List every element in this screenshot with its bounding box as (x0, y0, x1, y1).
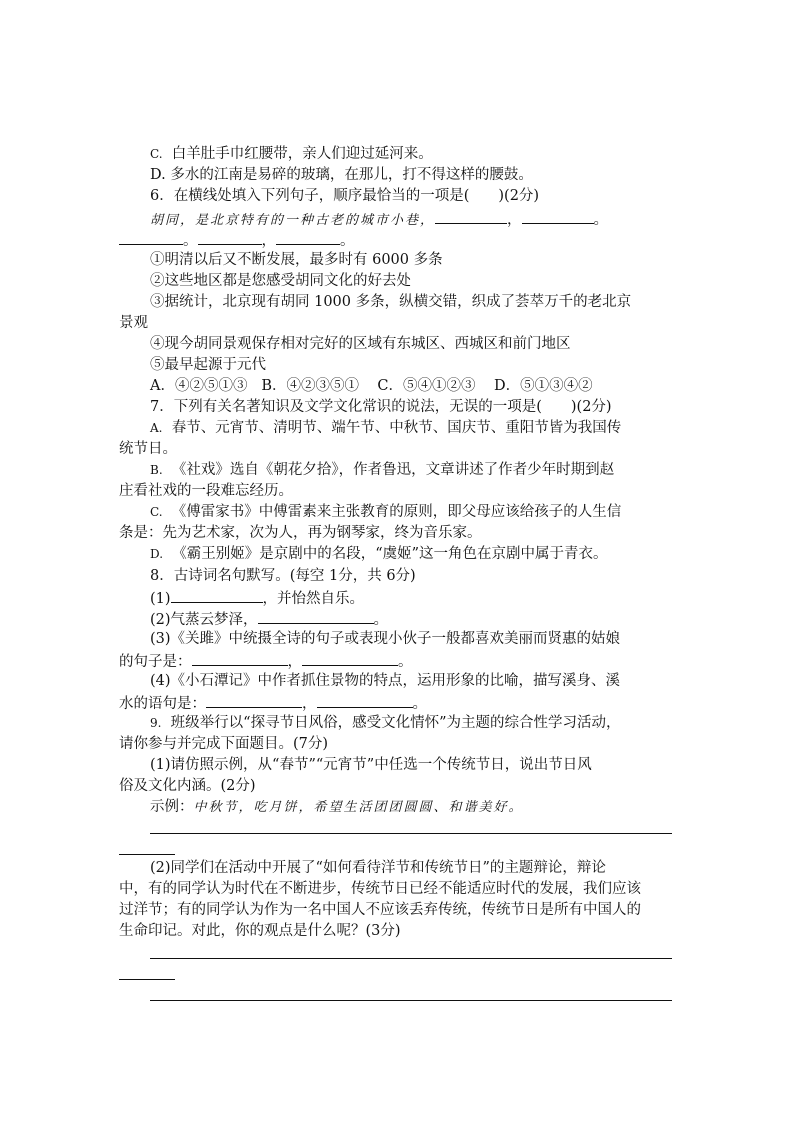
answer-line[interactable] (150, 958, 672, 959)
q6-item-3-cont: 景观 (119, 315, 148, 331)
q7-option-a (150, 418, 621, 439)
option-label: D. (150, 167, 166, 183)
q6-item-2: ②这些地区都是您感受胡同文化的好去处 (150, 273, 411, 289)
punctuation: ， (302, 696, 317, 712)
q7-stem: 7．下列有关名著知识及文学文化常识的说法，无误的一项是( )(2分) (150, 399, 612, 415)
q7-option-d (150, 544, 608, 565)
punctuation: 。 (398, 654, 413, 670)
stem-text: 班级举行以“探寻节日风俗，感受文化情怀”为主题的综合性学习活动， (170, 715, 621, 731)
answer-blank[interactable] (258, 608, 374, 624)
q5-option-c (150, 144, 433, 165)
option-text: 《霸王别姬》是京剧中的名段，“虞姬”这一角色在京剧中属于青衣。 (172, 546, 608, 562)
q9-example (150, 797, 524, 818)
q7-option-a-cont: 统节日。 (119, 441, 177, 457)
q7-option-b (150, 460, 614, 481)
option-text: 白羊肚手巾红腰带，亲人们迎过延河来。 (171, 146, 433, 162)
q6-choices (150, 376, 593, 397)
answer-line[interactable] (119, 854, 175, 855)
q6-passage-line-2 (119, 229, 355, 250)
q9-part1-cont: 俗及文化内涵。(2分) (119, 778, 256, 794)
line-text: (2)气蒸云梦泽， (150, 612, 258, 628)
q9-stem (150, 713, 621, 734)
q7-option-b-cont: 庄看社戏的一段难忘经历。 (119, 483, 293, 499)
punctuation: 。 (412, 696, 427, 712)
example-text: 中秋节，吃月饼，希望生活团团圆圆、和谐美好。 (193, 800, 524, 815)
q6-choice-a[interactable]: A．④②⑤①③ (150, 378, 248, 394)
q9-part2: (2)同学们在活动中开展了“如何看待洋节和传统节日”的主题辩论，辩论 (150, 860, 606, 876)
q6-passage-line-1 (150, 208, 608, 229)
punctuation: ， (261, 233, 276, 249)
answer-blank[interactable] (206, 692, 302, 708)
q6-choice-b[interactable]: B．④②③⑤① (261, 378, 359, 394)
answer-blank[interactable] (522, 208, 594, 224)
q7-option-c (150, 502, 621, 523)
answer-blank[interactable] (276, 229, 340, 245)
q8-line-4: (4)《小石潭记》中作者抓住景物的特点，运用形象的比喻，描写溪身、溪 (150, 673, 621, 689)
option-label: C. (150, 147, 163, 161)
q6-choice-c[interactable]: C．⑤④①②③ (377, 378, 476, 394)
option-text: 《傅雷家书》中傅雷素来主张教育的原则，即父母应该给孩子的人生信 (171, 504, 622, 520)
sub-number: (1) (150, 591, 171, 607)
q8-line-4-cont (119, 692, 427, 713)
q6-item-3: ③据统计，北京现有胡同 1000 多条，纵横交错，织成了荟萃万千的老北京 (150, 294, 632, 310)
q5-option-d (150, 165, 533, 186)
q6-choice-d[interactable]: D．⑤①③④② (493, 378, 593, 394)
option-text: 《社戏》选自《朝花夕拾》，作者鲁迅，文章讲述了作者少年时期到赵 (171, 462, 615, 478)
q9-part2-line-4: 生命印记。对此，你的观点是什么呢？(3分) (119, 923, 401, 939)
answer-line[interactable] (150, 1000, 672, 1001)
answer-blank[interactable] (192, 650, 288, 666)
answer-blank[interactable] (302, 650, 398, 666)
answer-blank[interactable] (171, 587, 263, 603)
punctuation: ， (287, 654, 302, 670)
answer-line[interactable] (119, 979, 175, 980)
punctuation: 。 (593, 212, 609, 228)
answer-blank[interactable] (119, 229, 183, 245)
answer-blank[interactable] (317, 692, 413, 708)
q7-option-c-cont: 条是：先为艺术家，次为人，再为钢琴家，终为音乐家。 (119, 525, 482, 541)
answer-blank[interactable] (198, 229, 262, 245)
q8-stem: 8．古诗词名句默写。(每空 1分，共 6分) (150, 568, 416, 584)
q6-stem: 6．在横线处填入下列句子，顺序最恰当的一项是( )(2分) (150, 188, 540, 204)
punctuation: ， (507, 212, 522, 228)
option-label: A. (150, 421, 163, 435)
q9-part1: (1)请仿照示例，从“春节”“元宵节”中任选一个传统节日，说出节日风 (150, 757, 592, 773)
option-label: C. (150, 505, 163, 519)
q6-passage-text: 胡同，是北京特有的一种古老的城市小巷， (150, 213, 436, 228)
q6-item-4: ④现今胡同景观保存相对完好的区域有东城区、西城区和前门地区 (150, 336, 571, 352)
line-text: 水的语句是： (119, 696, 206, 712)
option-text: 春节、元宵节、清明节、端午节、中秋节、国庆节、重阳节皆为我国传 (171, 420, 622, 436)
q8-line-3-cont (119, 650, 413, 671)
q6-item-1: ①明清以后又不断发展，最多时有 6000 多条 (150, 252, 443, 268)
option-label: D. (150, 547, 164, 561)
answer-blank[interactable] (435, 208, 507, 224)
line-text: 的句子是： (119, 654, 192, 670)
q8-line-1 (150, 587, 364, 608)
option-text: 多水的江南是易碎的玻璃，在那儿，打不得这样的腰鼓。 (170, 167, 533, 183)
line-text: ，并怡然自乐。 (262, 591, 365, 607)
punctuation: 。 (340, 233, 355, 249)
q9-part2-line-2: 中，有的同学认为时代在不断进步，传统节日已经不能适应时代的发展，我们应该 (119, 881, 641, 897)
q9-part2-line-3: 过洋节；有的同学认为作为一名中国人不应该丢弃传统，传统节日是所有中国人的 (119, 902, 641, 918)
punctuation: 。 (373, 612, 389, 628)
question-number: 9. (150, 716, 162, 730)
q6-item-5: ⑤最早起源于元代 (150, 357, 266, 373)
q8-line-2 (150, 608, 388, 629)
option-label: B. (150, 463, 163, 477)
example-label: 示例： (150, 799, 194, 815)
punctuation: 。 (183, 233, 198, 249)
q9-stem-cont: 请你参与并完成下面题目。(7分) (119, 736, 329, 752)
answer-line[interactable] (150, 833, 672, 834)
q8-line-3: (3)《关雎》中统摄全诗的句子或表现小伙子一般都喜欢美丽而贤惠的姑娘 (150, 631, 621, 647)
